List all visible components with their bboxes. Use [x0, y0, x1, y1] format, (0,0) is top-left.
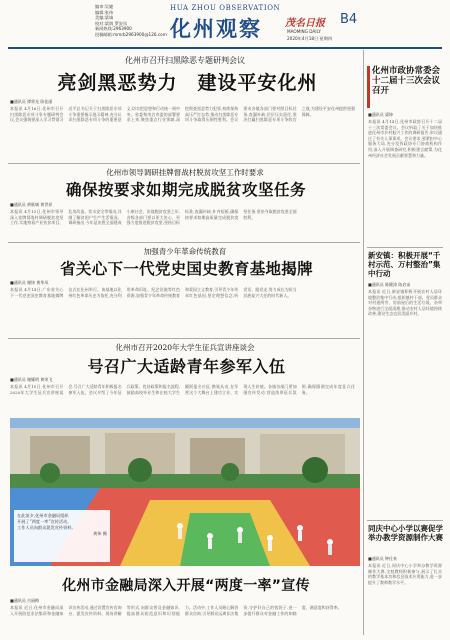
article-body: 本报讯 4月16日,化州市召开扫黑除恶专项斗争专题研判会议,会议强调要深入学习贯彻习近平总书记关于扫黑除恶专项斗争重要指示批示精神,充分认识扫黑除恶专项斗争的重要意义,切实把思想和行动统一到中央、省委和茂名市委的部署要求上来,聚焦重点行业领域,深挖彻查黑恶势力犯罪,持续保持高压严打态势,推动扫黑除恶专项斗争取得压倒性胜利。会议要求各镇各部门要对照目标任务,查漏补缺,层层压实责任,坚决打赢扫黑除恶专项斗争收官之战,为建设平安化州提供坚强保障。	[10, 106, 355, 123]
photo-caption-line: 开展了“两度一率”宣传活动,	[17, 519, 69, 524]
column-divider	[363, 50, 364, 635]
sidebar-story-byline: ■通讯员 陈健涛 陈启宙	[368, 282, 411, 287]
article-byline: ■通讯员 谢炜 黄华凤	[10, 280, 49, 285]
sidebar-story-body: 本报讯 近日,新安镇积极开展农村人居环境整治集中行动,组织镇村干部、党员群众对村道两旁、房前屋后的生活垃圾、杂草杂物进行全面清理,推动农村人居环境持续改善,建设生态宜居美丽乡村。	[368, 289, 442, 317]
section-divider	[8, 242, 360, 243]
article-kicker: 加强青少年革命传统教育	[143, 247, 227, 256]
editor-line: 编审:吴婕	[95, 4, 114, 9]
masthead-rule	[8, 47, 442, 49]
sidebar-accent-bar	[367, 66, 370, 108]
article-body: 本报讯 4月15日,化州市领导深入挂牌督战村调研脱贫攻坚工作,实地察看产业扶贫项目、危房改造、饮水安全等情况,详细了解贫困户生产生活情况。调研指出,今年是决胜全面建成小康社会、决战脱贫攻坚之年,各级各部门要以更大决心、更强力度推进脱贫攻坚,坚持目标标准,查漏补缺,补齐短板,确保按要求如期高质量完成脱贫攻坚任务,坚决夺取脱贫攻坚全面胜利。	[10, 209, 297, 226]
section-english-title: HUA ZHOU OBSERVATION	[170, 4, 281, 12]
sidebar-story-body: 本报讯 近日,同庆中心小学举办教学资源制作大赛,全校教师积极参与,展示了扎实的教学基本功和信息技术应用能力,进一步提升了教师教学水平。	[368, 563, 442, 585]
sidebar-story-title: 化州市政协常委会十二届十三次会议召开	[372, 66, 441, 96]
editor-info	[95, 4, 170, 38]
editor-line: 编辑:张伟	[95, 9, 114, 15]
article-headline: 亮剑黑恶势力 建设平安化州	[57, 72, 318, 94]
sidebar-divider	[367, 247, 443, 248]
article-headline: 确保按要求如期完成脱贫攻坚任务	[65, 181, 306, 199]
page-number: B4	[340, 12, 358, 27]
article-byline: ■通讯员 谢耀明 黄荣飞	[10, 377, 53, 382]
issue-date: 2020年4月18日 星期四	[287, 36, 333, 41]
photo-caption-box	[14, 510, 110, 562]
sidebar-story-body: 本报讯 4月14日,化州市政协召开十二届十三次常委会议。会议听取了关于加快推进化州市乡村振兴工作的调研报告,审议通过了有关人事事项。会议要求,要紧扣中心服务大局,充分发挥政协专门协商机构作用,深入开展调查研究,积极建言献策,为化州经济社会发展贡献智慧和力量。	[368, 119, 442, 158]
article-headline: 化州市金融局深入开展“两度一率”宣传	[62, 578, 310, 594]
article-body: 本报讯 4月15日,化州市召开2020年大学生征兵宣讲座谈会,号召广大适龄青年积极报名参军入伍。会议介绍了今年征兵政策、优待政策和报名流程,鼓励高校毕业生和在校大学生踊跃报名应征,携笔从戎,在军营这个大舞台上建功立业、实现人生价值。各镇各部门要加强宣传发动,营造浓厚征兵氛围,确保圆满完成年度征兵任务。	[10, 384, 355, 395]
section-divider	[8, 338, 360, 339]
newspaper-pinyin: MAOMING DAILY	[287, 29, 321, 34]
editor-line: 美编:梁诚	[95, 15, 114, 21]
article-kicker: 化州市召开扫黑除恶专题研判会议	[125, 56, 245, 65]
editor-line: 投稿邮箱:mmrb2963900@126.com	[95, 31, 167, 37]
article-body: 本报讯 近日,化州市金融局深入开展防范非法集资和金融知识宣传活动,通过设置宣传咨询台、派发宣传资料、现场讲解等形式,向群众普及金融知识,提高群众防范意识和识别能力。活动中,工作人员耐心解答群众咨询,引导群众远离非法集资,守护好自己的钱袋子,进一步提升群众对金融工作的知晓度、满意度和获得率。	[10, 605, 342, 616]
photo-caption-line: 在此前夕,化州市金融局组织	[17, 513, 69, 518]
editor-line: 校对:梁润 罗安凤	[95, 20, 128, 26]
newspaper-logo: 茂名日报	[285, 18, 325, 29]
article-headline: 号召广大适龄青年参军入伍	[87, 357, 286, 376]
news-photo	[10, 418, 360, 566]
masthead	[0, 0, 450, 48]
editor-line: 新闻热线:2963900	[95, 26, 132, 32]
photo-caption-line: 工作人员向群众派发宣传资料。	[17, 525, 76, 530]
article-headline: 省关心下一代党史国史教育基地揭牌	[60, 260, 313, 278]
sidebar-divider	[367, 520, 443, 521]
article-byline: ■通讯员 黄耿城 黄世祥	[10, 202, 53, 207]
sidebar-story-byline: ■通讯员 钟仕来	[368, 556, 398, 561]
article-byline: ■通讯员 吉丽梅	[10, 598, 40, 603]
article-kicker: 化州市召开2020年大学生征兵宣讲座谈会	[115, 343, 255, 352]
sidebar-story-title: 同庆中心小学以赛促学举办教学资源制作大赛	[368, 524, 443, 542]
photo-credit: 黄伟 摄	[93, 531, 107, 536]
article-byline: ■通讯员 谭荣光 陈佳丽	[10, 99, 53, 104]
article-body: 本报讯 4月14日,广东省关心下一代党史国史教育基地揭牌仪式在化州举行。该基地以化州红色革命历史为依托,充分利用革命旧址、纪念设施等红色资源,加强青少年革命传统教育和爱国主义教育,引导青少年传承红色基因,坚定理想信念,听党话、跟党走,努力成长为担当民族复兴大任的时代新人。	[10, 287, 297, 298]
article-kicker: 化州市领导调研挂牌督战村脱贫攻坚工作时要求	[106, 168, 264, 177]
section-divider	[8, 163, 360, 164]
section-title: 化州观察	[170, 17, 262, 41]
sidebar-story-byline: ■通讯员 梁坤	[368, 112, 394, 117]
sidebar-story-title: 新安镇：积极开展“千村示范、万村整治”集中行动	[368, 251, 441, 278]
